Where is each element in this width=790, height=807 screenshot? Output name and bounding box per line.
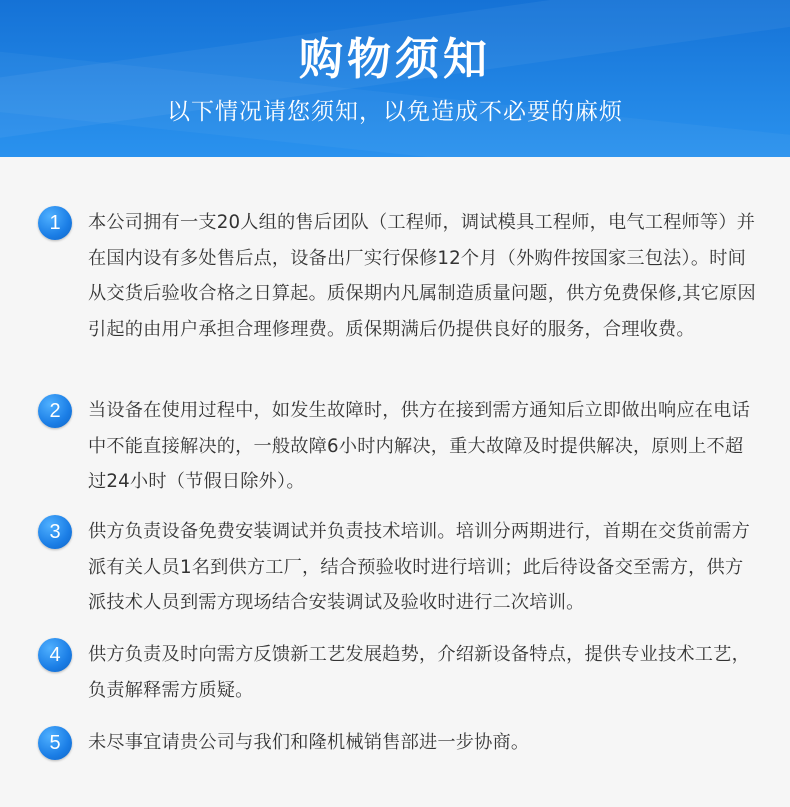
notice-text: 供方负责设备免费安装调试并负责技术培训。培训分两期进行，首期在交货前需方派有关人员1名到供方工厂，结合预验收时进行培训；此后待设备交至需方，供方派技术人员到需方现场结合安装调试及验收时进行二次培训。	[88, 521, 750, 613]
header-banner	[0, 0, 790, 157]
page-subtitle: 以下情况请您须知，以免造成不必要的麻烦	[167, 99, 623, 125]
notice-list	[0, 157, 790, 807]
notice-text: 未尽事宜请贵公司与我们和隆机械销售部进一步协商。	[88, 732, 530, 753]
notice-text: 供方负责及时向需方反馈新工艺发展趋势，介绍新设备特点，提供专业技术工艺，负责解释需方质疑。	[88, 644, 750, 701]
number-badge: 5	[38, 726, 72, 760]
notice-text: 当设备在使用过程中，如发生故障时，供方在接到需方通知后立即做出响应在电话中不能直接解决的，一般故障6小时内解决，重大故障及时提供解决，原则上不超过24小时（节假日除外）。	[88, 400, 750, 492]
number-badge: 4	[38, 638, 72, 672]
number-badge: 3	[38, 515, 72, 549]
number-badge: 1	[38, 206, 72, 240]
notice-text: 本公司拥有一支20人组的售后团队（工程师，调试模具工程师，电气工程师等）并在国内设有多处售后点，设备出厂实行保修12个月（外购件按国家三包法）。时间从交货后验收合格之日算起。质保期内凡属制造质量问题，供方免费保修,其它原因引起的由用户承担合理修理费。质保期满后仍提供良好的服务，合理收费。	[88, 212, 756, 340]
number-badge: 2	[38, 394, 72, 428]
page-title: 购物须知	[299, 34, 491, 85]
